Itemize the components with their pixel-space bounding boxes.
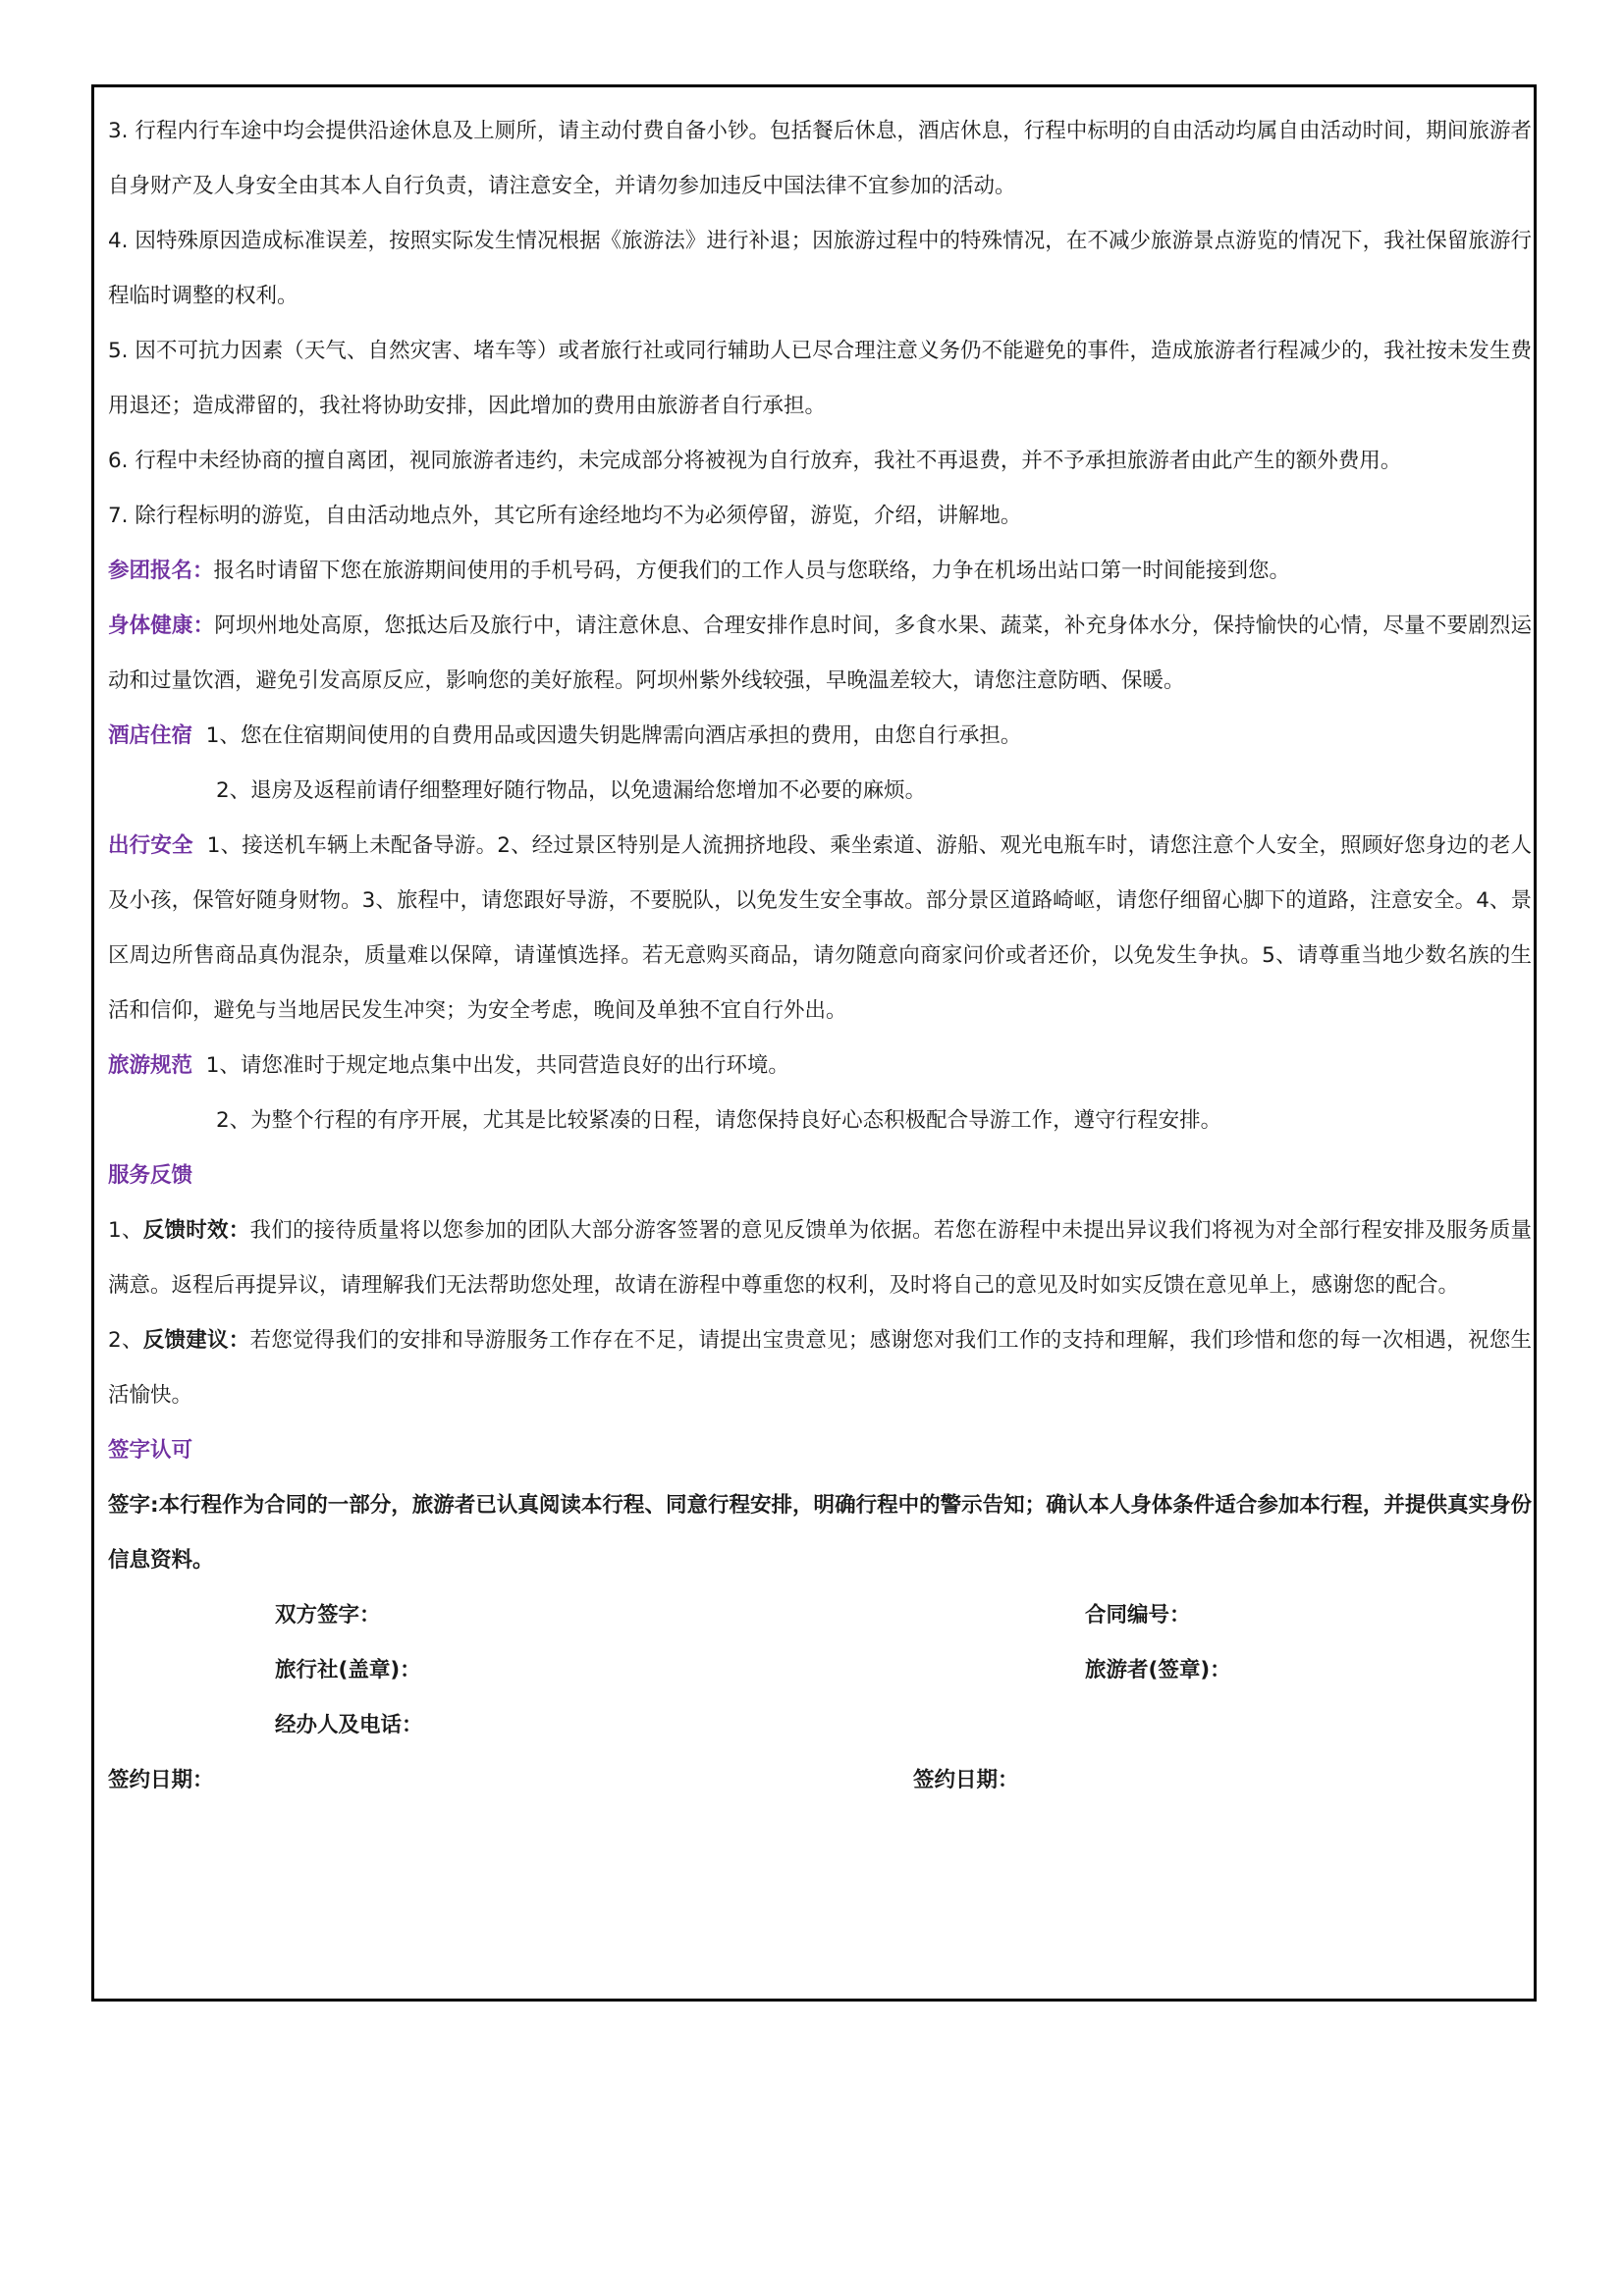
health-label: 身体健康： [108, 614, 215, 638]
rules-label: 旅游规范 [108, 1053, 193, 1078]
rules-line-1: 1、请您准时于规定地点集中出发，共同营造良好的出行环境。 [205, 1053, 789, 1078]
both-sign-label: 双方签字： [275, 1603, 381, 1628]
signature-row-4 [108, 1753, 1532, 1808]
document-content [108, 104, 1532, 1808]
feedback-title: 服务反馈 [108, 1163, 193, 1188]
health-text: 阿坝州地处高原，您抵达后及旅行中，请注意休息、合理安排作息时间，多食水果、蔬菜，补充身体水分，保持愉快的心情，尽量不要剧烈运动和过量饮酒，避免引发高原反应，影响您的美好旅程。阿坝州紫外线较强，早晚温差较大，请您注意防晒、保暖。 [108, 614, 1532, 693]
hotel-label: 酒店住宿 [108, 723, 193, 748]
hotel-paragraph [108, 709, 1532, 764]
rules-paragraph [108, 1039, 1532, 1094]
feedback-1-prefix: 1、 [108, 1218, 143, 1243]
item-6: 6. 行程中未经协商的擅自离团，视同旅游者违约，未完成部分将被视为自行放弃，我社不再退费，并不予承担旅游者由此产生的额外费用。 [108, 449, 1402, 473]
signup-text: 报名时请留下您在旅游期间使用的手机号码，方便我们的工作人员与您联络，力争在机场出站口第一时间能接到您。 [213, 559, 1291, 583]
feedback-2-label: 反馈建议： [142, 1328, 250, 1353]
sign-date-left: 签约日期： [108, 1768, 214, 1792]
safety-text: 1、接送机车辆上未配备导游。2、经过景区特别是人流拥挤地段、乘坐索道、游船、观光电瓶车时，请您注意个人安全，照顾好您身边的老人及小孩，保管好随身财物。3、旅程中，请您跟好导游，不要脱队，以免发生安全事故。部分景区道路崎岖，请您仔细留心脚下的道路，注意安全。4、景区周边所售商品真伪混杂，质量难以保障，请谨慎选择。若无意购买商品，请勿随意向商家问价或者还价，以免发生争执。5、请尊重当地少数名族的生活和信仰，避免与当地居民发生冲突；为安全考虑，晚间及单独不宜自行外出。 [108, 833, 1532, 1023]
contract-no-label: 合同编号： [1085, 1603, 1191, 1628]
signature-title: 签字认可 [108, 1438, 193, 1463]
rules-line-2: 2、为整个行程的有序开展，尤其是比较紧凑的日程，请您保持良好心态积极配合导游工作，遵守行程安排。 [216, 1108, 1222, 1133]
signup-label: 参团报名： [108, 559, 214, 583]
hotel-line-2: 2、退房及返程前请仔细整理好随行物品，以免遗漏给您增加不必要的麻烦。 [216, 778, 927, 803]
signature-row-2 [108, 1643, 1532, 1698]
health-paragraph [108, 599, 1532, 709]
signature-statement: 签字:本行程作为合同的一部分，旅游者已认真阅读本行程、同意行程安排，明确行程中的警示告知；确认本人身体条件适合参加本行程，并提供真实身份信息资料。 [108, 1493, 1532, 1573]
item-3: 3. 行程内行车途中均会提供沿途休息及上厕所，请主动付费自备小钞。包括餐后休息，酒店休息，行程中标明的自由活动均属自由活动时间，期间旅游者自身财产及人身安全由其本人自行负责，请注意安全，并请勿参加违反中国法律不宜参加的活动。 [108, 119, 1532, 198]
signature-row-1 [108, 1588, 1532, 1643]
feedback-1-label: 反馈时效： [142, 1218, 250, 1243]
item-5: 5. 因不可抗力因素（天气、自然灾害、堵车等）或者旅行社或同行辅助人已尽合理注意义务仍不能避免的事件，造成旅游者行程减少的，我社按未发生费用退还；造成滞留的，我社将协助安排，因此增加的费用由旅游者自行承担。 [108, 339, 1532, 418]
feedback-2-prefix: 2、 [108, 1328, 143, 1353]
feedback-item-1 [108, 1203, 1532, 1313]
item-7: 7. 除行程标明的游览，自由活动地点外，其它所有途经地均不为必须停留，游览，介绍，讲解地。 [108, 504, 1022, 528]
item-4: 4. 因特殊原因造成标准误差，按照实际发生情况根据《旅游法》进行补退；因旅游过程中的特殊情况，在不减少旅游景点游览的情况下，我社保留旅游行程临时调整的权利。 [108, 229, 1532, 308]
agent-phone-label: 经办人及电话： [275, 1713, 423, 1737]
signup-paragraph [108, 544, 1532, 599]
sign-date-right: 签约日期： [913, 1768, 1019, 1792]
feedback-1-text: 我们的接待质量将以您参加的团队大部分游客签署的意见反馈单为依据。若您在游程中未提出异议我们将视为对全部行程安排及服务质量满意。返程后再提异议，请理解我们无法帮助您处理，故请在游程中尊重您的权利，及时将自己的意见及时如实反馈在意见单上，感谢您的配合。 [108, 1218, 1532, 1298]
safety-paragraph [108, 819, 1532, 1039]
hotel-line-1: 1、您在住宿期间使用的自费用品或因遗失钥匙牌需向酒店承担的费用，由您自行承担。 [205, 723, 1022, 748]
feedback-2-text: 若您觉得我们的安排和导游服务工作存在不足，请提出宝贵意见；感谢您对我们工作的支持和理解，我们珍惜和您的每一次相遇，祝您生活愉快。 [108, 1328, 1532, 1408]
feedback-item-2 [108, 1313, 1532, 1423]
safety-label: 出行安全 [108, 833, 193, 858]
signature-row-3 [108, 1698, 1532, 1753]
agency-seal-label: 旅行社(盖章)： [275, 1658, 421, 1682]
tourist-sign-label: 旅游者(签章)： [1085, 1658, 1231, 1682]
